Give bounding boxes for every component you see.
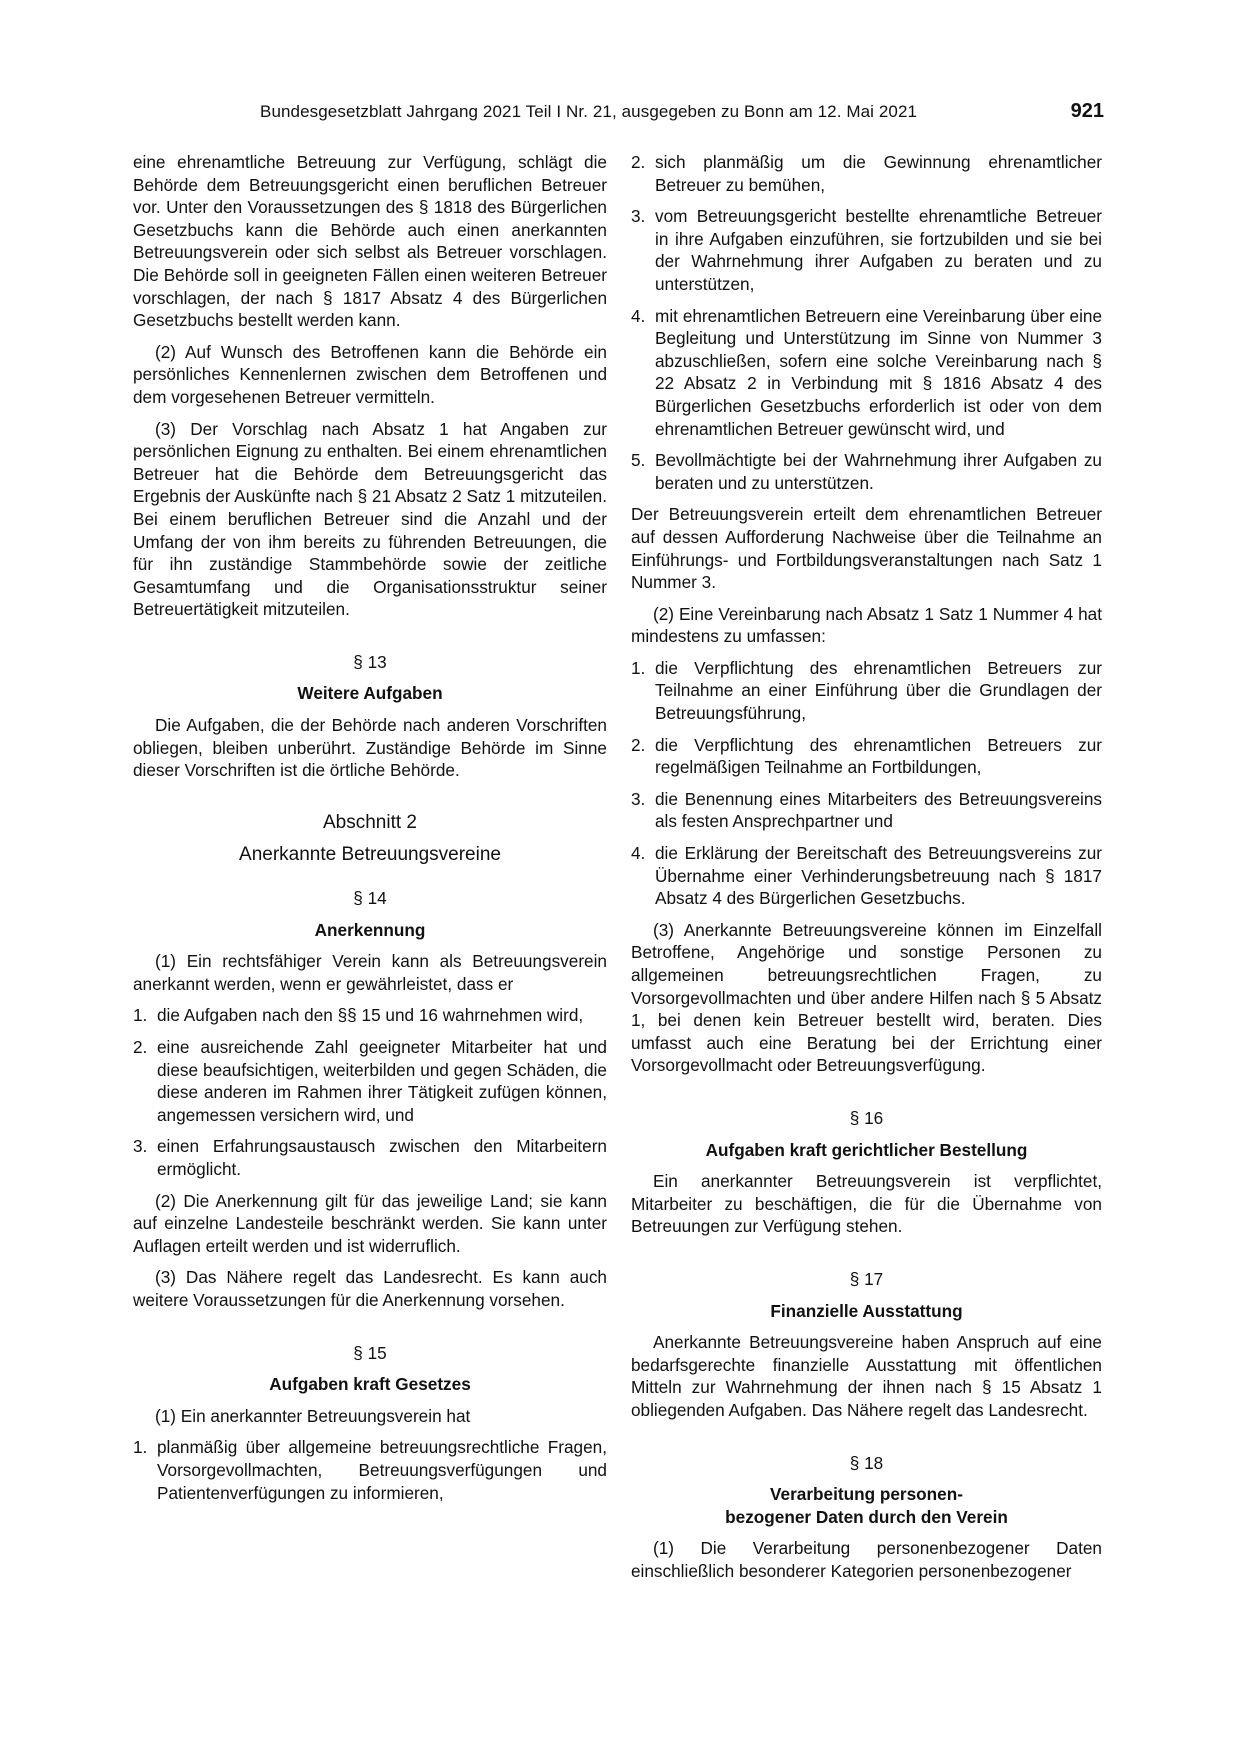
page-header [133, 100, 1104, 130]
section-title: Verarbeitung personen- [770, 1484, 963, 1505]
list-text: die Erklärung der Bereitschaft des Betreuungsvereins zur Übernahme einer Verhinderungsbetreuung nach § 1817 Absatz 4 des Bürgerlichen Gesetzbuchs. [655, 843, 1102, 909]
section-title: Aufgaben kraft Gesetzes [269, 1374, 471, 1395]
list-text: einen Erfahrungsaustausch zwischen den Mitarbeitern ermöglicht. [157, 1136, 607, 1179]
list-item [631, 305, 1102, 441]
right-column [631, 151, 1102, 1591]
section-title: Anerkennung [314, 919, 426, 940]
list-item [133, 1135, 607, 1180]
paragraph: (1) Ein anerkannter Betreuungsverein hat [155, 1405, 471, 1426]
list-text: sich planmäßig um die Gewinnung ehrenamtlicher Betreuer zu bemühen, [655, 152, 1102, 195]
section-title: Finanzielle Ausstattung [770, 1300, 963, 1321]
paragraph: Die Aufgaben, die der Behörde nach anderen Vorschriften obliegen, bleiben unberührt. Zuständige Behörde im Sinne dieser Vorschriften ist die örtliche Behörde. [133, 715, 607, 781]
list-number: 1. [133, 1437, 148, 1458]
list-number: 3. [631, 206, 646, 227]
list-text: die Benennung eines Mitarbeiters des Betreuungsvereins als festen Ansprechpartner und [655, 788, 1102, 832]
list-item [133, 1436, 607, 1504]
list-text: die Verpflichtung des ehrenamtlichen Betreuers zur regelmäßigen Teilnahme an Fortbildungen, [655, 734, 1102, 778]
chapter-title: Anerkannte Betreuungsvereine [239, 844, 501, 866]
list-number: 4. [631, 305, 646, 326]
chapter-heading: Abschnitt 2 [323, 811, 417, 833]
list-text: vom Betreuungsgericht bestellte ehrenamtliche Betreuer in ihre Aufgaben einzuführen, sie fortzubilden und sie bei der Wahrnehmung ihrer Aufgaben zu beraten und zu unterstützen, [655, 206, 1102, 294]
list-item [631, 449, 1102, 494]
section-number: § 13 [353, 651, 387, 672]
section-title: Weitere Aufgaben [297, 683, 443, 704]
list-number: 2. [631, 734, 646, 755]
list-number: 2. [631, 152, 646, 172]
list-text: mit ehrenamtlichen Betreuern eine Vereinbarung über eine Begleitung und Unterstützung im Sinne von Nummer 3 abzuschließen, sofern eine solche Vereinbarung nach § 22 Absatz 2 in Verbindung mit § 1816 Absatz 4 des Bürgerlichen Gesetzbuchs erforderlich ist oder von dem ehrenamtlichen Betreuer gewünscht wird, und [655, 305, 1102, 439]
paragraph: (2) Auf Wunsch des Betroffenen kann die Behörde ein persönliches Kennenlernen zwischen dem Betroffenen und dem vorgesehenen Betreuer vermitteln. [133, 341, 607, 407]
paragraph: Ein anerkannter Betreuungsverein ist verpflichtet, Mitarbeiter zu beschäftigen, die für die Übernahme von Betreuungen zur Verfügung stehen. [631, 1171, 1102, 1237]
list-number: 1. [133, 1005, 148, 1026]
list-number: 3. [631, 788, 646, 809]
paragraph: (3) Anerkannte Betreuungsvereine können im Einzelfall Betroffene, Angehörige und sonstige Personen zu allgemeinen betreuungsrechtlichen Fragen, zu Vorsorgevollmachten und über andere Hilfen nach § 5 Absatz 1, bei denen kein Betreuer bestellt wird, beraten. Dies umfasst auch eine Beratung bei der Errichtung einer Vorsorgevollmacht oder Betreuungsverfügung. [631, 919, 1102, 1076]
list-number: 1. [631, 657, 646, 678]
list-text: planmäßig über allgemeine betreuungsrechtliche Fragen, Vorsorgevollmachten, Betreuungsverfügungen und Patientenverfügungen zu informieren, [157, 1437, 607, 1503]
list-item [133, 1036, 607, 1126]
list-number: 5. [631, 450, 646, 471]
section-title: bezogener Daten durch den Verein [725, 1506, 1008, 1527]
section-number: § 14 [353, 888, 387, 909]
list-text: eine ausreichende Zahl geeigneter Mitarbeiter hat und diese beaufsichtigen, weiterbilden und gegen Schäden, die diese anderen im Rahmen ihrer Tätigkeit zufügen können, angemessen versichern wird, und [157, 1037, 607, 1125]
list-item [631, 657, 1102, 725]
list-item [631, 205, 1102, 295]
page-number: 921 [1070, 100, 1104, 122]
list-number: 2. [133, 1037, 148, 1057]
paragraph: Der Betreuungsverein erteilt dem ehrenamtlichen Betreuer auf dessen Aufforderung Nachweise über die Teilnahme an Einführungs- und Fortbildungsveranstaltungen nach Satz 1 Nummer 3. [631, 504, 1102, 593]
paragraph: (1) Die Verarbeitung personenbezogener Daten einschließlich besonderer Kategorien personenbezogener [631, 1538, 1102, 1581]
paragraph: eine ehrenamtliche Betreuung zur Verfügung, schlägt die Behörde dem Betreuungsgericht einen beruflichen Betreuer vor. Unter den Voraussetzungen des § 1818 des Bürgerlichen Gesetzbuchs kann die Behörde auch einen anerkannten Betreuungsverein oder sich selbst als Betreuer vorschlagen. Die Behörde soll in geeigneten Fällen einen weiteren Betreuer vorschlagen, der nach § 1817 Absatz 4 des Bürgerlichen Gesetzbuchs bestellt werden kann. [133, 152, 607, 331]
section-number: § 16 [849, 1107, 884, 1128]
section-number: § 15 [353, 1342, 387, 1363]
paragraph: (3) Das Nähere regelt das Landesrecht. Es kann auch weitere Voraussetzungen für die Anerkennung vorsehen. [133, 1267, 607, 1310]
section-number: § 17 [849, 1268, 884, 1289]
left-column [133, 151, 607, 1513]
section-number: § 18 [849, 1452, 884, 1473]
paragraph: (1) Ein rechtsfähiger Verein kann als Betreuungsverein anerkannt werden, wenn er gewährleistet, dass er [133, 951, 607, 994]
list-text: die Aufgaben nach den §§ 15 und 16 wahrnehmen wird, [157, 1005, 584, 1026]
list-item [631, 788, 1102, 833]
list-item [133, 1004, 607, 1027]
paragraph: (2) Eine Vereinbarung nach Absatz 1 Satz 1 Nummer 4 hat mindestens zu umfassen: [631, 603, 1102, 647]
section-title: Aufgaben kraft gerichtlicher Bestellung [705, 1139, 1028, 1160]
paragraph: Anerkannte Betreuungsvereine haben Anspruch auf eine bedarfsgerechte finanzielle Ausstattung mit öffentlichen Mitteln zur Wahrnehmung der ihnen nach § 15 Absatz 1 obliegenden Aufgaben. Das Nähere regelt das Landesrecht. [631, 1332, 1102, 1420]
paragraph: (2) Die Anerkennung gilt für das jeweilige Land; sie kann auf einzelne Landesteile beschränkt werden. Sie kann unter Auflagen erteilt werden und ist widerruflich. [133, 1190, 607, 1256]
list-text: die Verpflichtung des ehrenamtlichen Betreuers zur Teilnahme an einer Einführung über die Grundlagen der Betreuungsführung, [655, 657, 1102, 724]
list-number: 4. [631, 843, 646, 864]
list-text: Bevollmächtigte bei der Wahrnehmung ihrer Aufgaben zu beraten und zu unterstützen. [655, 450, 1102, 493]
list-number: 3. [133, 1136, 148, 1157]
paragraph: (3) Der Vorschlag nach Absatz 1 hat Angaben zur persönlichen Eignung zu enthalten. Bei einem ehrenamtlichen Betreuer hat die Behörde dem Betreuungsgericht das Ergebnis der Auskünfte nach § 21 Absatz 2 Satz 1 mitzuteilen. Bei einem beruflichen Betreuer sind die Anzahl und der Umfang der von ihm bereits zu führenden Betreuungen, die für ihn zuständige Stammbehörde sowie der zeitliche Gesamtumfang und die Organisationsstruktur seiner Betreuertätigkeit mitzuteilen. [133, 418, 607, 620]
list-item [631, 842, 1102, 910]
running-title: Bundesgesetzblatt Jahrgang 2021 Teil I Nr. 21, ausgegeben zu Bonn am 12. Mai 2021 [260, 102, 918, 121]
list-item [631, 734, 1102, 779]
list-item [631, 151, 1102, 196]
